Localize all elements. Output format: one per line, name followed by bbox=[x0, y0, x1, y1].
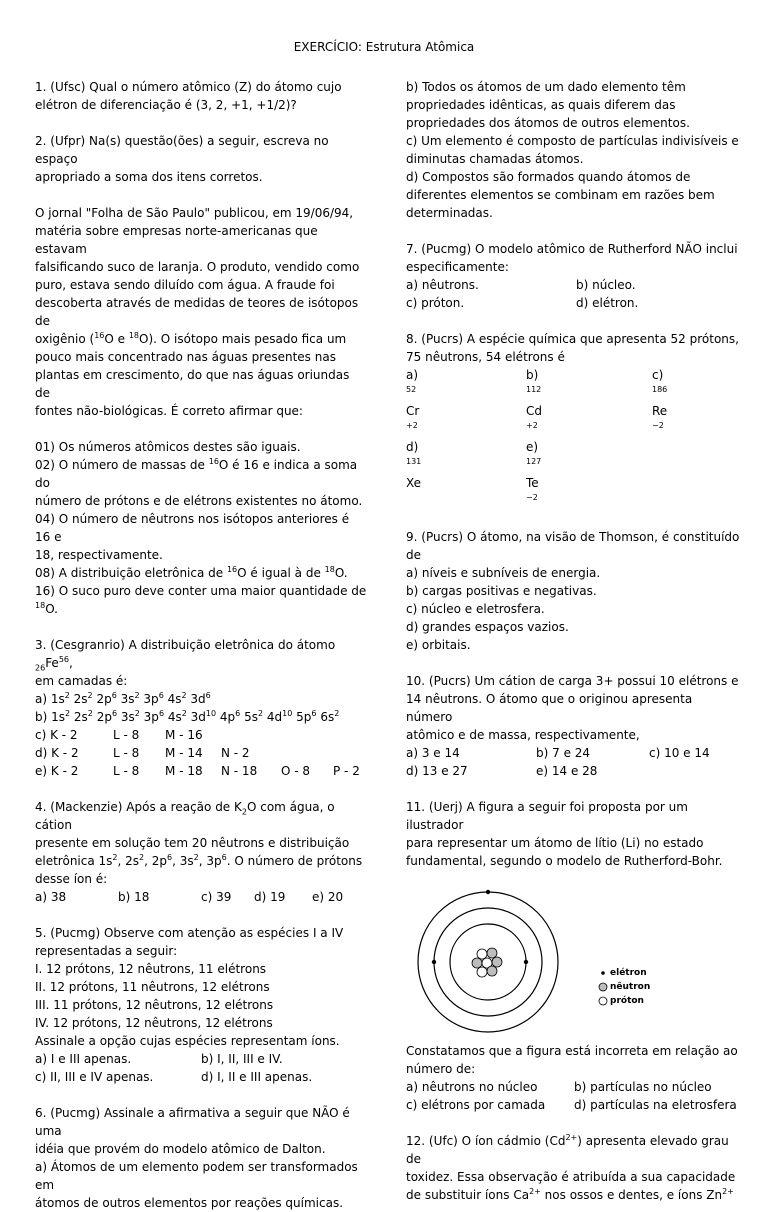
q2-text: pouco mais concentrado nas águas presentes nas bbox=[35, 350, 336, 364]
nucleus-neutron bbox=[492, 957, 502, 967]
q9-line: 9. (Pucrs) O átomo, na visão de Thomson, é constituído bbox=[406, 530, 740, 544]
q5-option-c: c) II, III e IV apenas. bbox=[35, 1070, 154, 1084]
q6-option-d: d) Compostos são formados quando átomos de bbox=[406, 170, 691, 184]
q10-option-a: a) 3 e 14 bbox=[406, 746, 460, 760]
q5-line: Assinale a opção cujas espécies representam íons. bbox=[35, 1034, 340, 1048]
q2-text: descoberta através de medidas de teores de isótopos de bbox=[35, 296, 359, 328]
q2-item: 16) O suco puro deve conter uma maior quantidade de bbox=[35, 584, 367, 598]
q11-option-a: a) nêutrons no núcleo bbox=[406, 1080, 538, 1094]
q5-species: I. 12 prótons, 12 nêutrons, 11 elétrons bbox=[35, 962, 267, 976]
q7-option-a: a) nêutrons. bbox=[406, 278, 479, 292]
q6-option-a: átomos de outros elementos por reações químicas. bbox=[35, 1196, 344, 1210]
q8-option-c: c) $^{186}$ Re $^{-2}$ bbox=[652, 368, 668, 430]
q2-text: fontes não-biológicas. É correto afirmar que: bbox=[35, 404, 303, 418]
q9-option-b: b) cargas positivas e negativas. bbox=[406, 584, 597, 598]
q2-item: 04) O número de nêutrons nos isótopos anteriores é 16 e bbox=[35, 512, 350, 544]
q5-option-a: a) I e III apenas. bbox=[35, 1052, 132, 1066]
q11-option-c: c) elétrons por camada bbox=[406, 1098, 546, 1112]
q3-option-d: d) K - 2 L - 8 M - 14 N - 2 bbox=[35, 746, 250, 760]
q12-line: toxidez. Essa observação é atribuída a sua capacidade bbox=[406, 1170, 736, 1184]
q6-option-c: diminutas chamadas átomos. bbox=[406, 152, 584, 166]
q11-line: 11. (Uerj) A figura a seguir foi proposta por um ilustrador bbox=[406, 800, 688, 832]
q3-option-c: c) K - 2 L - 8 M - 16 bbox=[35, 728, 203, 742]
q3-option-a: a) $1s^2$ $2s^2$ $2p^6$ $3s^2$ $3p^6$ $4s^2$ $3d^6$ bbox=[35, 691, 211, 706]
q1-line: 1. (Ufsc) Qual o número atômico (Z) do átomo cujo bbox=[35, 80, 342, 94]
q10-option-c: c) 10 e 14 bbox=[649, 746, 710, 760]
legend-electron: elétron bbox=[596, 966, 650, 980]
q11-line: número de: bbox=[406, 1062, 476, 1076]
legend-neutron: nêutron bbox=[596, 980, 650, 994]
q8-option-b: b) $^{112}$ Cd $^{+2}$ bbox=[526, 368, 542, 430]
q5-species: III. 11 prótons, 12 nêutrons, 12 elétrons bbox=[35, 998, 274, 1012]
q5-species: II. 12 prótons, 11 nêutrons, 12 elétrons bbox=[35, 980, 270, 994]
q6-option-d: determinadas. bbox=[406, 206, 493, 220]
left-column bbox=[35, 78, 367, 1212]
q5-species: IV. 12 prótons, 12 nêutrons, 12 elétrons bbox=[35, 1016, 273, 1030]
q2-item: 18, respectivamente. bbox=[35, 548, 163, 562]
atom-figure bbox=[406, 874, 736, 1034]
q6-option-a: a) Átomos de um elemento podem ser transformados em bbox=[35, 1160, 358, 1192]
q7-line: especificamente: bbox=[406, 260, 509, 274]
q7-option-d: d) elétron. bbox=[576, 296, 639, 310]
q8-option-e: e) $^{127}$ Te $^{-2}$ bbox=[526, 440, 542, 502]
q9-option-e: e) orbitais. bbox=[406, 638, 471, 652]
q10-option-e: e) 14 e 28 bbox=[536, 764, 598, 778]
q2-line: 2. (Ufpr) Na(s) questão(ões) a seguir, escreva no espaço bbox=[35, 134, 329, 166]
q2-item: 08) A distribuição eletrônica de $^{16}$O é igual à de $^{18}$O. bbox=[35, 565, 348, 580]
q2-line: apropriado a soma dos itens corretos. bbox=[35, 170, 263, 184]
q2-text: matéria sobre empresas norte-americanas que estavam bbox=[35, 224, 318, 256]
q2-item: $^{18}$O. bbox=[35, 601, 58, 616]
q4-options: a) 38 b) 18 c) 39 d) 19 e) 20 bbox=[35, 890, 344, 904]
q5-option-b: b) I, II, III e IV. bbox=[201, 1052, 283, 1066]
q7-option-c: c) próton. bbox=[406, 296, 465, 310]
q12-line: 12. (Ufc) O íon cádmio $(Cd^{2+})$ apresenta elevado grau de bbox=[406, 1133, 729, 1166]
q8-option-d: d) $^{131}$ Xe bbox=[406, 440, 422, 490]
nucleus-proton bbox=[477, 967, 487, 977]
q6-option-b: propriedades dos átomos de outros elementos. bbox=[406, 116, 690, 130]
q7-option-b: b) núcleo. bbox=[576, 278, 636, 292]
q2-item: 01) Os números atômicos destes são iguais. bbox=[35, 440, 301, 454]
q3-line: em camadas é: bbox=[35, 674, 128, 688]
q4-line: 4. (Mackenzie) Após a reação de $K_2O$ com água, o cátion bbox=[35, 800, 335, 832]
legend-proton: próton bbox=[596, 994, 650, 1008]
q2-text: falsificando suco de laranja. O produto, vendido como bbox=[35, 260, 360, 274]
electron-dot bbox=[486, 890, 490, 894]
q6-option-d: diferentes elementos se combinam em razões bem bbox=[406, 188, 715, 202]
q9-option-d: d) grandes espaços vazios. bbox=[406, 620, 569, 634]
q5-option-d: d) I, II e III apenas. bbox=[201, 1070, 313, 1084]
q6-option-b: b) Todos os átomos de um dado elemento têm bbox=[406, 80, 686, 94]
q6-option-b: propriedades idênticas, as quais diferem das bbox=[406, 98, 676, 112]
q9-line: de bbox=[406, 548, 421, 562]
q10-line: 10. (Pucrs) Um cátion de carga 3+ possui 10 elétrons e bbox=[406, 674, 739, 688]
q4-line: desse íon é: bbox=[35, 872, 108, 886]
q2-text: O jornal "Folha de São Paulo" publicou, em 19/06/94, bbox=[35, 206, 354, 220]
atom-diagram bbox=[406, 874, 736, 1034]
nucleus-neutron bbox=[472, 958, 482, 968]
q11-line: Constatamos que a figura está incorreta em relação ao bbox=[406, 1044, 738, 1058]
q2-text: plantas em crescimento, do que nas águas oriundas de bbox=[35, 368, 350, 400]
q10-line: atômico e de massa, respectivamente, bbox=[406, 728, 640, 742]
q10-line: 14 nêutrons. O átomo que o originou apresenta número bbox=[406, 692, 693, 724]
q3-option-b: b) $1s^2$ $2s^2$ $2p^6$ $3s^2$ $3p^6$ $4s^2$ $3d^{10}$ $4p^6$ $5s^2$ $4d^{10}$ $5p^6$ $6s^2$ bbox=[35, 709, 340, 724]
atom-legend bbox=[596, 966, 650, 1008]
electron-dot bbox=[524, 960, 528, 964]
q3-line: 3. (Cesgranrio) A distribuição eletrônica do átomo $_{26}Fe^{56}$, bbox=[35, 638, 336, 673]
q2-text: oxigênio ($^{16}$O e $^{18}$O). O isótopo mais pesado fica um bbox=[35, 331, 347, 346]
q3-option-e: e) K - 2 L - 8 M - 18 N - 18 O - 8 P - 2 bbox=[35, 764, 360, 778]
page-title: EXERCÍCIO: Estrutura Atômica bbox=[293, 40, 475, 54]
q11-option-d: d) partículas na eletrosfera bbox=[574, 1098, 737, 1112]
nucleus-proton bbox=[477, 949, 487, 959]
q6-option-c: c) Um elemento é composto de partículas indivisíveis e bbox=[406, 134, 739, 148]
q12-line: de substituir íons $Ca^{2+}$ nos ossos e dentes, e íons $Zn^{2+}$ bbox=[406, 1187, 734, 1202]
q5-line: 5. (Pucmg) Observe com atenção as espécies I a IV bbox=[35, 926, 344, 940]
nucleus-neutron bbox=[487, 966, 497, 976]
q6-line: idéia que provém do modelo atômico de Dalton. bbox=[35, 1142, 326, 1156]
q9-option-a: a) níveis e subníveis de energia. bbox=[406, 566, 601, 580]
q11-line: fundamental, segundo o modelo de Rutherford-Bohr. bbox=[406, 854, 723, 868]
electron-dot bbox=[432, 960, 436, 964]
q6-line: 6. (Pucmg) Assinale a afirmativa a seguir que NÃO é uma bbox=[35, 1106, 350, 1138]
q5-line: representadas a seguir: bbox=[35, 944, 178, 958]
right-column bbox=[406, 78, 741, 1204]
q9-option-c: c) núcleo e eletrosfera. bbox=[406, 602, 545, 616]
q11-option-b: b) partículas no núcleo bbox=[574, 1080, 712, 1094]
q2-item: número de prótons e de elétrons existentes no átomo. bbox=[35, 494, 363, 508]
q4-line: presente em solução tem 20 nêutrons e distribuição bbox=[35, 836, 350, 850]
q8-line: 8. (Pucrs) A espécie química que apresenta 52 prótons, bbox=[406, 332, 739, 346]
q1-line: elétron de diferenciação é (3, 2, +1, +1/2)? bbox=[35, 98, 297, 112]
q2-text: puro, estava sendo diluído com água. A fraude foi bbox=[35, 278, 335, 292]
q2-item: 02) O número de massas de $^{16}$O é 16 e indica a soma do bbox=[35, 457, 358, 490]
nucleus-neutron bbox=[487, 948, 497, 958]
q10-option-b: b) 7 e 24 bbox=[536, 746, 591, 760]
q8-line: 75 nêutrons, 54 elétrons é bbox=[406, 350, 565, 364]
q7-line: 7. (Pucmg) O modelo atômico de Rutherford NÃO inclui bbox=[406, 242, 738, 256]
q4-line: eletrônica $1s^2$, $2s^2$, $2p^6$, $3s^2$, $3p^6$. O número de prótons bbox=[35, 853, 363, 868]
q10-option-d: d) 13 e 27 bbox=[406, 764, 468, 778]
q8-option-a: a) $^{52}$ Cr $^{+2}$ bbox=[406, 368, 420, 430]
q11-line: para representar um átomo de lítio (Li) no estado bbox=[406, 836, 704, 850]
